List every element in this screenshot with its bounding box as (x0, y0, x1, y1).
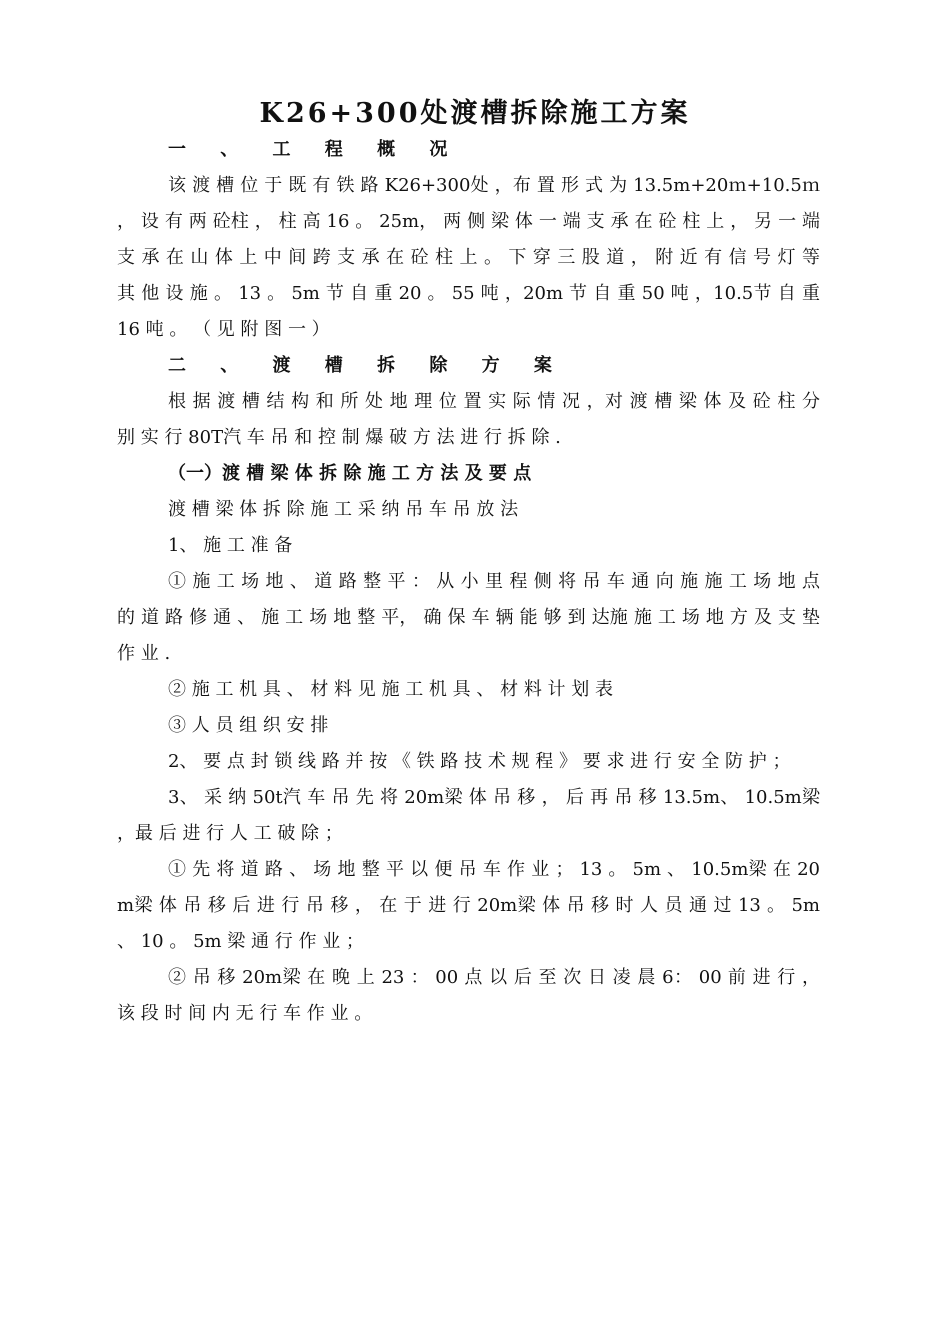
list-item-crane-lifting: 3、 采 纳 50t汽 车 吊 先 将 20m梁 体 吊 移 ， 后 再 吊 移 13.5m、 10.5m梁 ，最 后 进 行 人 工 破 除 ； (117, 787, 820, 844)
list-item-equipment: ② 施 工 机 具 、 材 料 见 施 工 机 具 、 材 料 计 划 表 (168, 679, 613, 700)
document-body (117, 132, 820, 1032)
list-item-line-closure: 2、 要 点 封 锁 线 路 并 按 《 铁 路 技 术 规 程 》 要 求 进 行 安 全 防 护 ； (168, 751, 791, 772)
subsection-heading-beam-removal: （一）渡 槽 梁 体 拆 除 施 工 方 法 及 要 点 (168, 463, 532, 484)
paragraph-overview: 该 渡 槽 位 于 既 有 铁 路 K26+300处 ，布 置 形 式 为 13.5m+20ｍ+10.5ｍ ， 设 有 两 砼柱 ， 柱 高 16 。 25m， 两 侧 梁 体 一 端 支 承 在 砼 柱 上 ， 另 一 端 支 承 在 山 体 上 中 间 跨 支 承 在 砼 柱 上 。 下 穿 三 股 道 ， 附 近 有 信 号 灯 等 其 他 设 施 。 13 。 5m 节 自 重 20 。 55 吨 ，20m 节 自 重 50 吨 ，10.5节 自 重 16 吨 。 （ 见 附 图 一 ） (117, 175, 820, 340)
list-item-staffing: ③ 人 员 组 织 安 排 (168, 715, 329, 736)
paragraph-plan: 根 据 渡 槽 结 构 和 所 处 地 理 位 置 实 际 情 况 ，对 渡 槽 梁 体 及 砼 柱 分 别 实 行 80T汽 车 吊 和 控 制 爆 破 方 法 进 行 拆 除 . (117, 391, 820, 448)
list-item-preparation: 1、 施 工 准 备 (168, 535, 293, 556)
section-heading-overview: 一 、 工 程 概 况 (168, 139, 462, 160)
paragraph-crane-method: 渡 槽 梁 体 拆 除 施 工 采 纳 吊 车 吊 放 法 (168, 499, 519, 520)
document-title: K26+300处渡槽拆除施工方案 (259, 98, 691, 129)
list-item-lifting-order: ① 先 将 道 路 、 场 地 整 平 以 便 吊 车 作 业 ； 13 。 5m 、 10.5m梁 在 20m梁 体 吊 移 后 进 行 吊 移 ， 在 于 进 行 20m梁 体 吊 移 时 人 员 通 过 13 。 5m 、 10 。 5m 梁 通 行 作 业 ； (117, 859, 820, 952)
section-heading-plan: 二 、 渡 槽 拆 除 方 案 (168, 355, 566, 376)
list-item-lifting-time: ② 吊 移 20m梁 在 晚 上 23 ： 00 点 以 后 至 次 日 凌 晨 6： 00 前 进 行 ， 该 段 时 间 内 无 行 车 作 业 。 (117, 967, 820, 1024)
list-item-site-leveling: ① 施 工 场 地 、 道 路 整 平 ： 从 小 里 程 侧 将 吊 车 通 向 施 施 工 场 地 点 的 道 路 修 通 、 施 工 场 地 整 平， 确 保 车 辆 能 够 到 达施 施 工 场 地 方 及 支 垫 作 业 . (117, 571, 820, 664)
